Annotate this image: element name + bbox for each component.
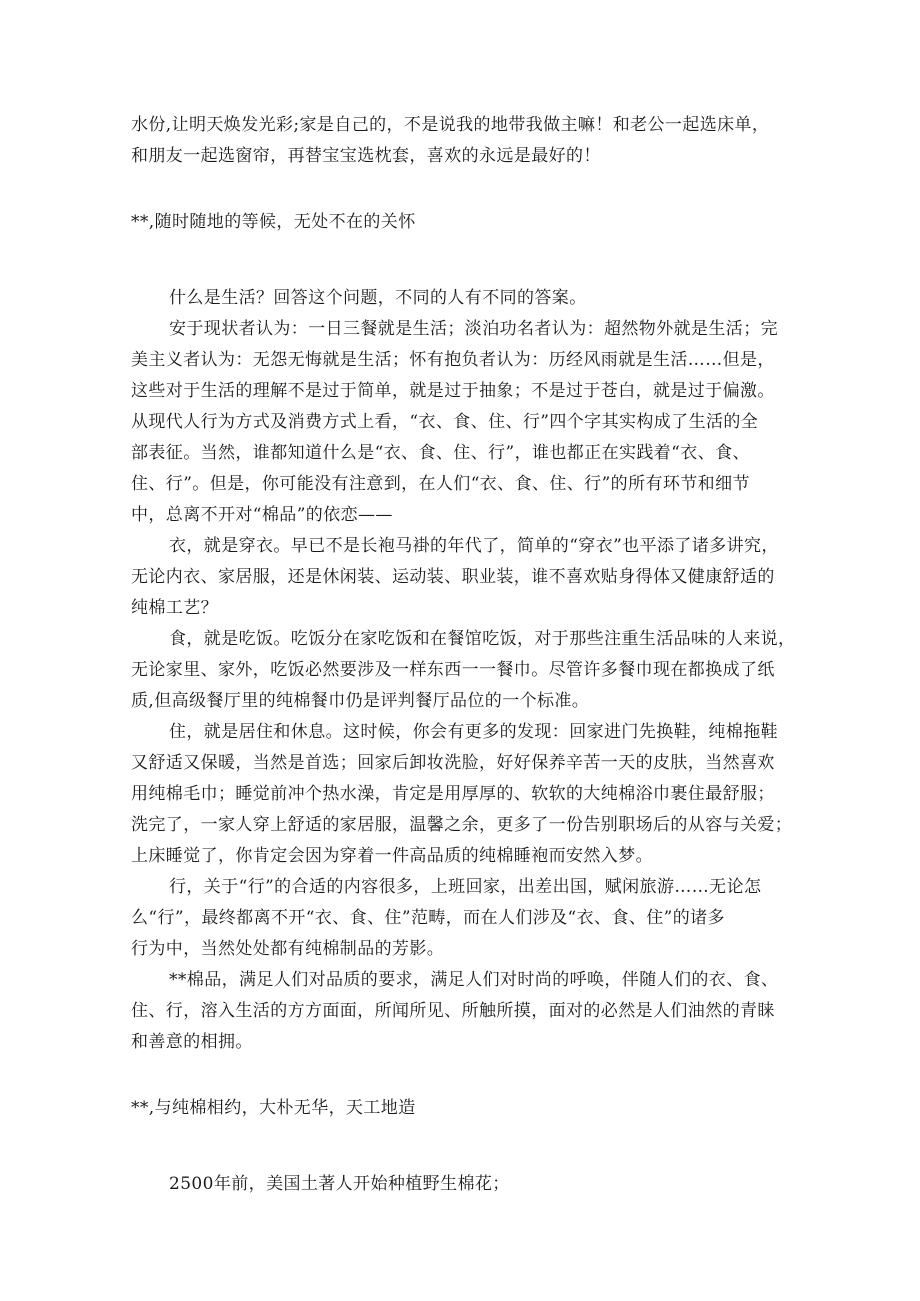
- paragraph-housing: [131, 717, 831, 872]
- text-line: 行为中，当然处处都有纯棉制品的芳影。: [131, 939, 445, 959]
- text-line: 行，关于“行”的合适的内容很多，上班回家，出差出国，赋闲旅游……无论怎: [169, 877, 762, 897]
- text-line: 无论内衣、家居服，还是休闲装、运动装、职业装，谁不喜欢贴身得体又健康舒适的: [131, 567, 775, 587]
- document-page: [131, 110, 831, 1200]
- text-line: 质,但高级餐厅里的纯棉餐巾仍是评判餐厅品位的一个标准。: [131, 691, 590, 711]
- text-line: 纯棉工艺？: [131, 598, 218, 618]
- text-line: 美主义者认为：无怨无悔就是生活；怀有抱负者认为：历经风雨就是生活……但是，: [131, 350, 775, 370]
- text-line: 用纯棉毛巾；睡觉前冲个热水澡，肯定是用厚厚的、软软的大纯棉浴巾裹住最舒服；: [131, 784, 775, 804]
- text-line: 又舒适又保暖，当然是首选；回家后卸妆洗脸，好好保养辛苦一天的皮肤，当然喜欢: [131, 753, 775, 773]
- text-line: 中，总离不开对“棉品”的依恋——: [131, 505, 393, 525]
- text-line: 无论家里、家外，吃饭必然要涉及一样东西一一餐巾。尽管许多餐巾现在都换成了纸: [131, 660, 775, 680]
- text-line: 这些对于生活的理解不是过于简单，就是过于抽象；不是过于苍白，就是过于偏激。: [131, 381, 775, 401]
- text-line: 2500年前，美国土著人开始种植野生棉花；: [169, 1174, 510, 1194]
- paragraph-cotton-products: [131, 965, 831, 1058]
- text-line: 安于现状者认为：一日三餐就是生活；淡泊功名者认为：超然物外就是生活；完: [169, 319, 778, 339]
- intro-paragraph: [131, 110, 831, 172]
- text-line: **棉品，满足人们对品质的要求，满足人们对时尚的呼唤，伴随人们的衣、食、: [169, 970, 779, 990]
- text-line: 部表征。当然，谁都知道什么是“衣、食、住、行”，谁也都正在实践着“衣、食、: [131, 443, 750, 463]
- text-line: 住，就是居住和休息。这时候，你会有更多的发现：回家进门先换鞋，纯棉拖鞋: [169, 722, 778, 742]
- text-line: 什么是生活？回答这个问题，不同的人有不同的答案。: [169, 288, 587, 308]
- text-line: 住、行，溶入生活的方方面面，所闻所见、所触所摸，面对的必然是人们油然的青睐: [131, 1001, 775, 1021]
- text-line: 洗完了，一家人穿上舒适的家居服，温馨之余，更多了一份告别职场后的从容与关爱；: [131, 815, 793, 835]
- paragraph-what-is-life: [131, 283, 831, 314]
- paragraph-food: [131, 624, 831, 717]
- section-heading-2: **,与纯棉相约，大朴无华，天工地造: [131, 1098, 416, 1118]
- paragraph-views-of-life: [131, 314, 831, 531]
- section-heading-1: **,随时随地的等候，无处不在的关怀: [131, 212, 416, 232]
- text-line: 衣，就是穿衣。早已不是长袍马褂的年代了，简单的“穿衣”也平添了诸多讲究，: [169, 536, 779, 556]
- text-line: 水份,让明天焕发光彩;家是自己的，不是说我的地带我做主嘛！和老公一起选床单，: [131, 115, 770, 135]
- text-line: 和善意的相拥。: [131, 1032, 253, 1052]
- text-line: 上床睡觉了，你肯定会因为穿着一件高品质的纯棉睡袍而安然入梦。: [131, 846, 653, 866]
- text-line: 和朋友一起选窗帘，再替宝宝选枕套，喜欢的永远是最好的！: [131, 146, 601, 166]
- text-line: 么“行”，最终都离不开“衣、食、住”范畴，而在人们涉及“衣、食、住”的诸多: [131, 908, 725, 928]
- text-line: 从现代人行为方式及消费方式上看，“衣、食、住、行”四个字其实构成了生活的全: [131, 412, 759, 432]
- text-line: 住、行”。但是，你可能没有注意到，在人们“衣、食、住、行”的所有环节和细节: [131, 474, 750, 494]
- paragraph-travel: [131, 872, 831, 965]
- text-line: 食，就是吃饭。吃饭分在家吃饭和在餐馆吃饭，对于那些注重生活品味的人来说，: [169, 629, 796, 649]
- paragraph-clothing: [131, 531, 831, 624]
- paragraph-history: [131, 1169, 831, 1200]
